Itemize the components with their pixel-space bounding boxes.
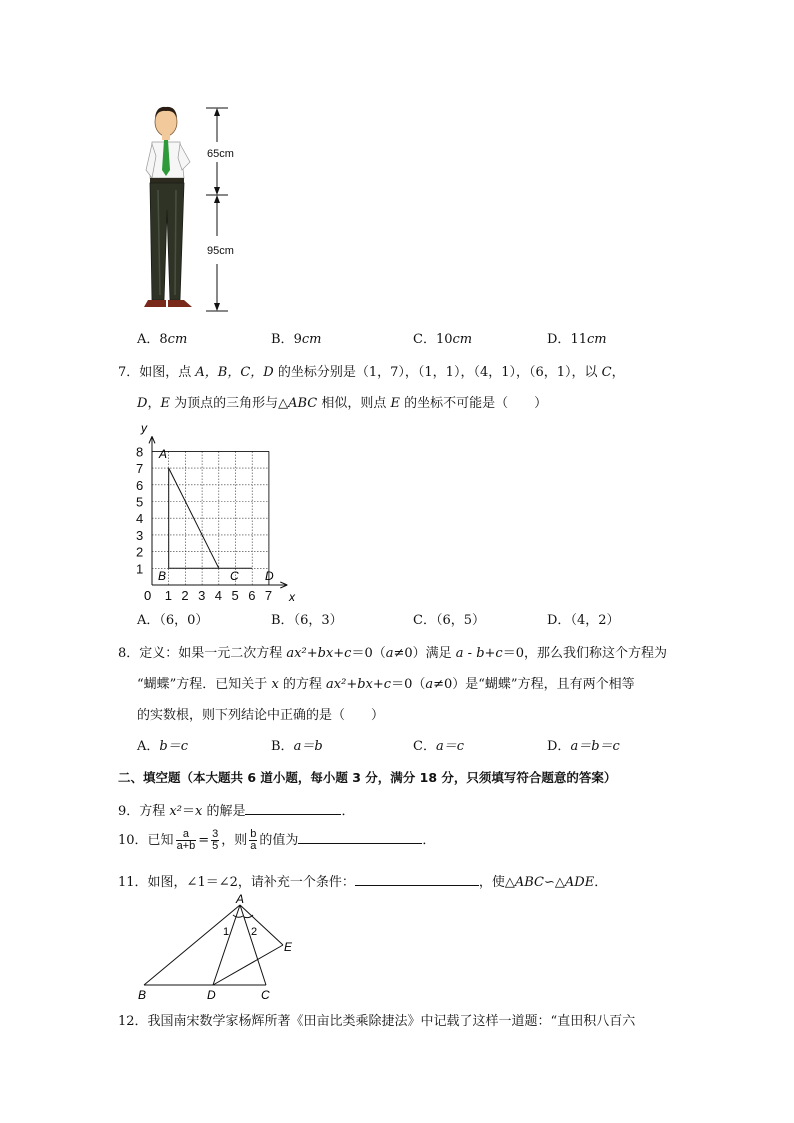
q7-line1: 7．如图，点 A，B，C，D 的坐标分别是（1，7），（1，1），（4，1），（6，1），以 C，: [118, 365, 625, 380]
q6-option-d: D．11cm: [547, 332, 607, 347]
q7-option-c: C．（6，5）: [413, 613, 485, 628]
y-tick-label: 3: [136, 527, 144, 543]
q9-line: 9．方程 x²＝x 的解是 ．: [118, 804, 355, 819]
q8-line1: 8．定义：如果一元二次方程 ax²+bx+c＝0（a≠0）满足 a - b+c＝0，那么我们称这个方程为: [118, 646, 667, 661]
label-65cm: 65cm: [207, 148, 234, 160]
y-tick-label: 6: [136, 477, 144, 493]
vertex-d-label: D: [207, 988, 216, 1002]
q10-answer-blank[interactable]: [298, 831, 422, 844]
x-tick-label: 2: [181, 588, 189, 603]
vertex-c-label: C: [261, 988, 270, 1002]
q10-fraction-1: $\frac{a}{a+b}$: [176, 828, 196, 852]
origin-label: 0: [144, 588, 152, 603]
q11-line: 11．如图，∠1＝∠2，请补充一个条件： ，使△ABC∽△ADE．: [118, 875, 608, 890]
q9-answer-blank[interactable]: [245, 802, 341, 815]
angle-2-label: 2: [251, 926, 258, 938]
man-trousers: [150, 183, 184, 300]
point-a-label: A: [159, 447, 168, 461]
q7-option-b: B．（6，3）: [271, 613, 343, 628]
y-tick-label: 4: [136, 511, 144, 527]
x-tick-label: 7: [264, 588, 273, 603]
vertex-b-label: B: [138, 988, 147, 1002]
q11-answer-blank[interactable]: [355, 873, 479, 886]
q6-option-a: A．8cm: [137, 332, 188, 347]
q8-option-a: A．b＝c: [137, 739, 188, 754]
q7-option-d: D．（4，2）: [547, 613, 620, 628]
q6-option-b: B．9cm: [271, 332, 322, 347]
vertex-a-label: A: [236, 893, 245, 906]
x-tick-label: 1: [164, 588, 172, 603]
man-height-figure: [130, 100, 260, 318]
q8-option-b: B．a＝b: [271, 739, 323, 754]
x-axis-label: x: [289, 590, 295, 604]
y-tick-label: 8: [136, 444, 144, 460]
angle-1-label: 1: [223, 926, 230, 938]
point-d-label: D: [265, 569, 274, 583]
q10-line: 10．已知 $\frac{a}{a+b}$ = $\frac{3}{5}$ ，则 $\frac{b}{a}$ 的值为 ．: [118, 828, 436, 852]
x-tick-label: 4: [214, 588, 223, 603]
point-b-label: B: [158, 569, 167, 583]
y-tick-label: 1: [136, 561, 144, 577]
x-tick-label: 3: [198, 588, 206, 603]
q10-fraction-2: $\frac{3}{5}$: [212, 828, 219, 852]
q8-line2: “蝴蝶”方程．已知关于 x 的方程 ax²+bx+c＝0（a≠0）是“蝴蝶”方程，且有两个相等: [137, 677, 635, 692]
q11-triangle-figure: [132, 893, 302, 1005]
vertex-e-label: E: [284, 940, 293, 954]
q7-option-a: A．（6，0）: [137, 613, 209, 628]
y-tick-label: 7: [136, 461, 144, 477]
q8-option-d: D．a＝b＝c: [547, 739, 620, 754]
q6-option-c: C．10cm: [413, 332, 473, 347]
q10-fraction-3: $\frac{b}{a}$: [250, 828, 257, 852]
q12-line: 12．我国南宋数学家杨辉所著《田亩比类乘除捷法》中记载了这样一道题：“直田积八百六: [118, 1014, 636, 1029]
x-tick-label: 6: [248, 588, 256, 603]
label-95cm: 95cm: [207, 245, 234, 257]
y-tick-label: 2: [136, 544, 144, 560]
point-c-label: C: [230, 569, 239, 583]
q8-option-c: C．a＝c: [413, 739, 464, 754]
y-tick-label: 5: [136, 494, 144, 510]
section-2-title: 二、填空题（本大题共 6 道小题，每小题 3 分，满分 18 分，只须填写符合题意的答案）: [118, 770, 617, 785]
q7-coordinate-grid: [132, 420, 312, 606]
q7-line2: D，E 为顶点的三角形与△ABC 相似，则点 E 的坐标不可能是（ ）: [137, 396, 548, 411]
y-axis-label: y: [141, 421, 147, 435]
q8-line3: 的实数根，则下列结论中正确的是（ ）: [137, 708, 385, 723]
x-tick-label: 5: [231, 588, 239, 603]
